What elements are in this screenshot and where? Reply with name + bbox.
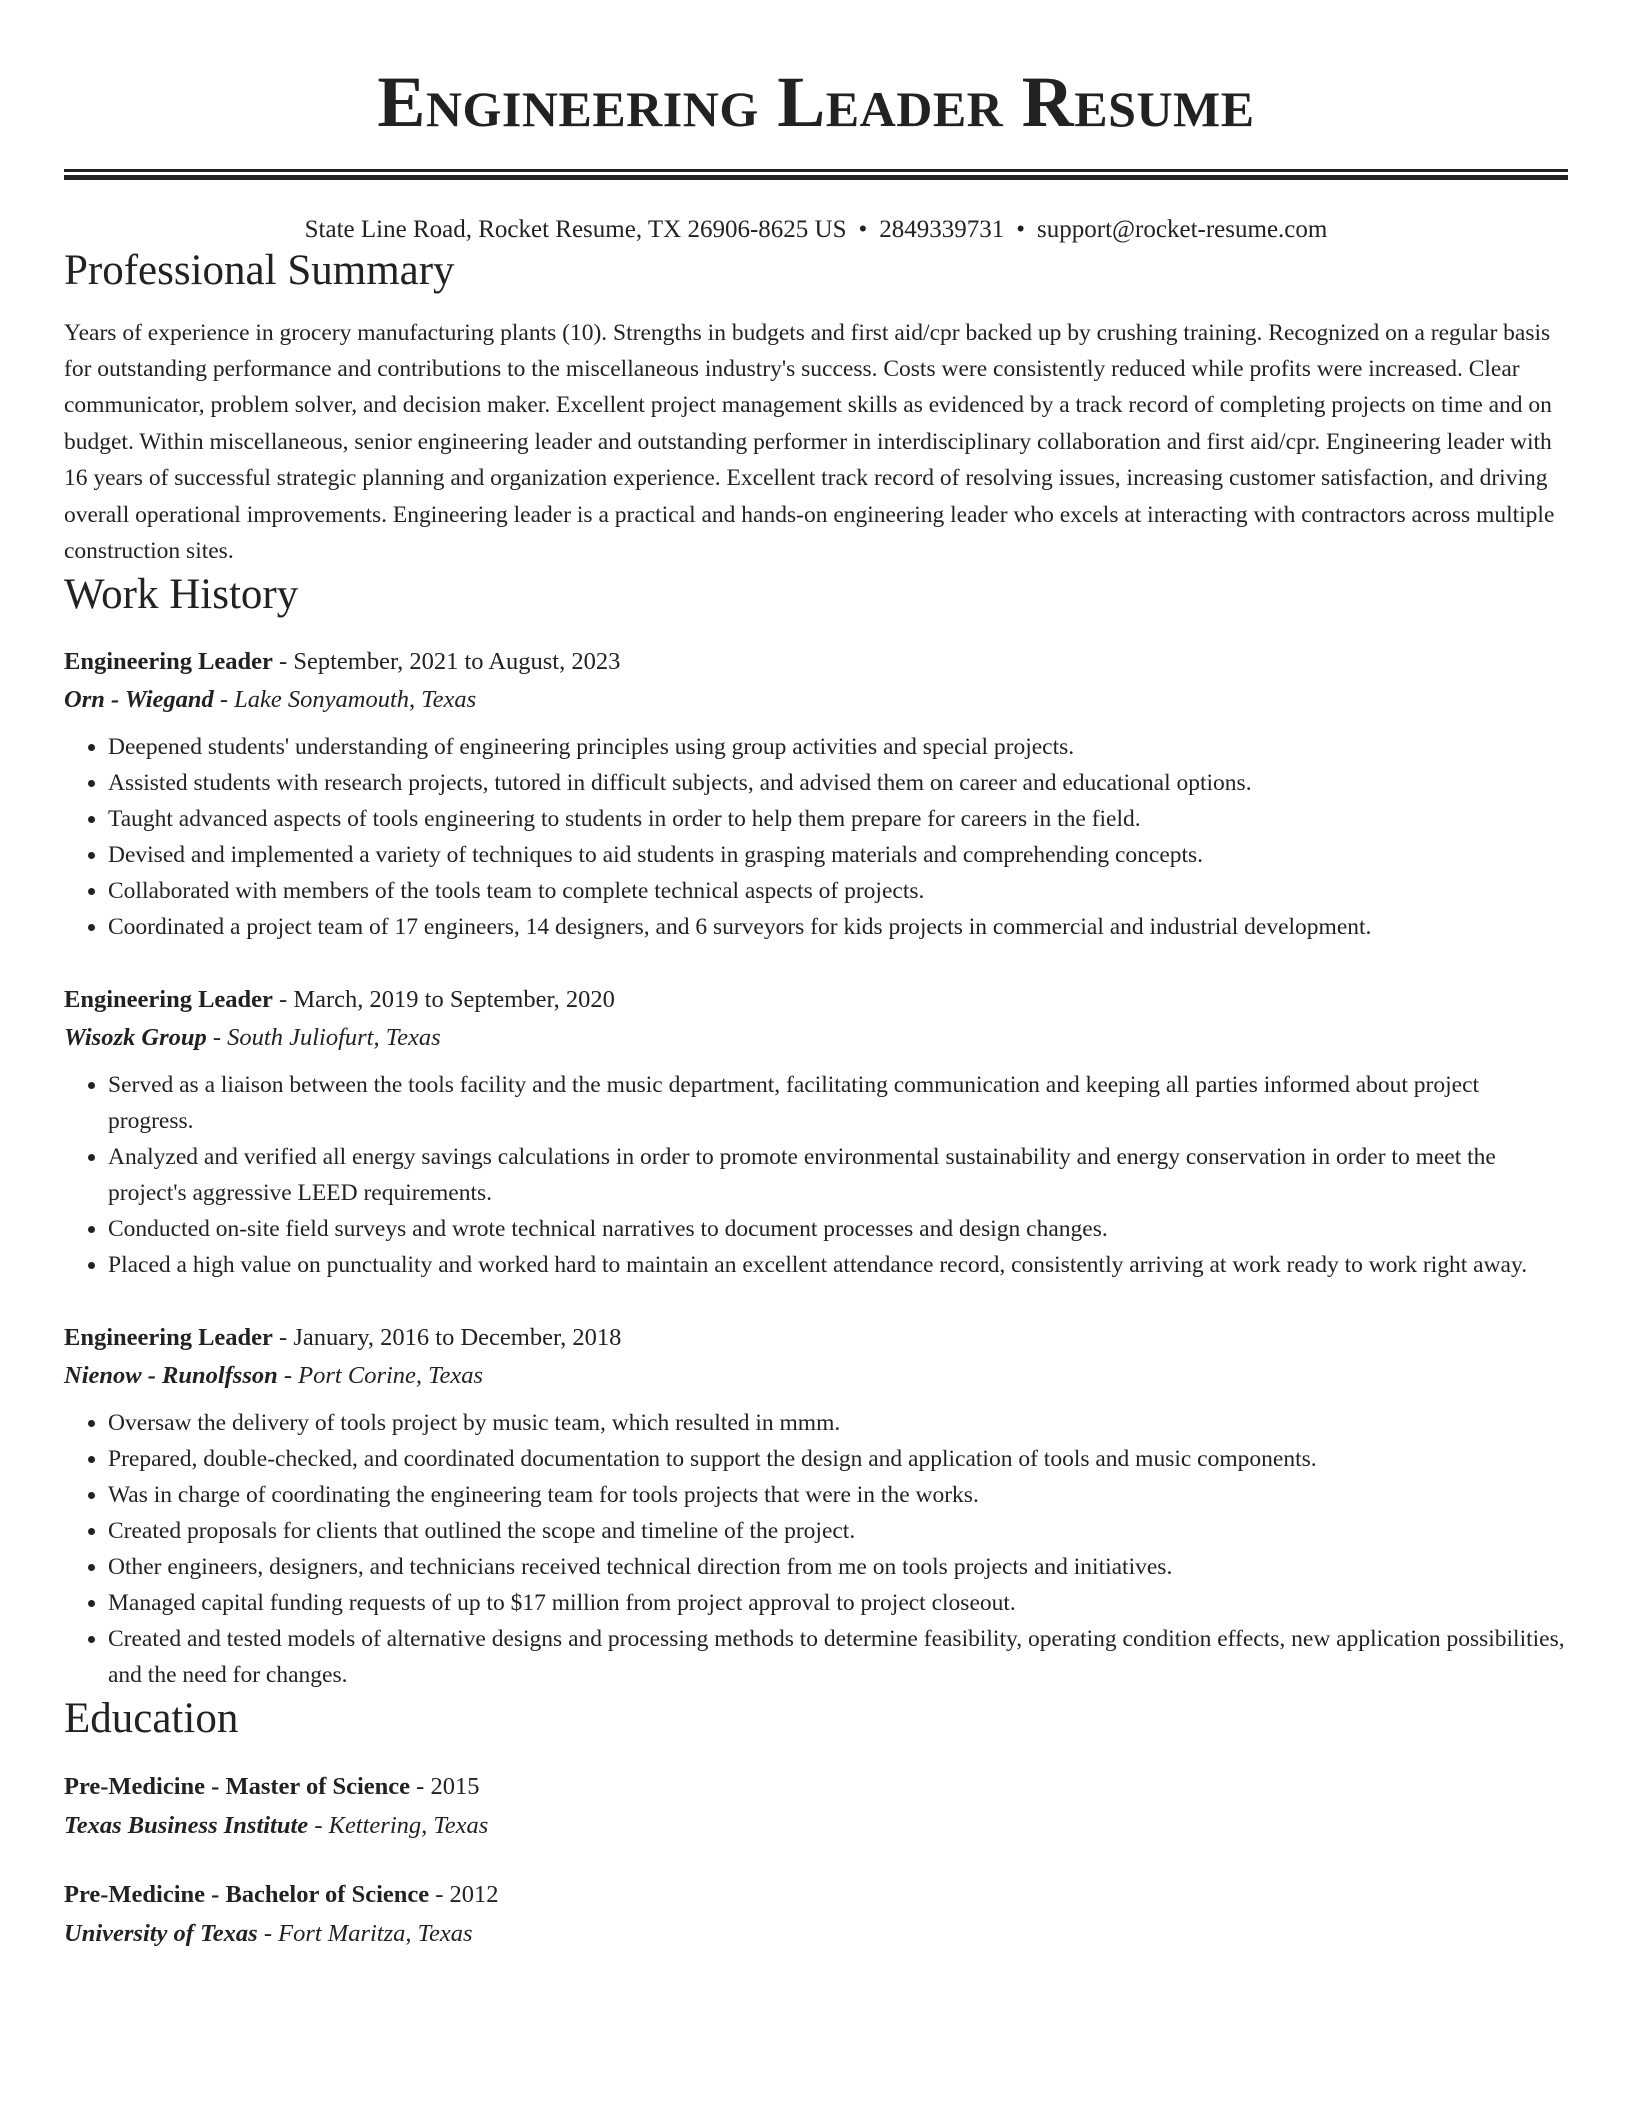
work-history-heading: Work History xyxy=(64,571,299,619)
company-line xyxy=(64,1357,1568,1395)
job-title-line xyxy=(64,1319,1568,1357)
contact-address: State Line Road, Rocket Resume, TX 26906-8625 US xyxy=(304,216,847,243)
contact-phone: 2849339731 xyxy=(879,216,1005,243)
job-dates: - September, 2021 to August, 2023 xyxy=(272,648,621,676)
bullet-separator: • xyxy=(1016,216,1026,243)
degree-line xyxy=(64,1767,1568,1806)
degree-name: Pre-Medicine - Bachelor of Science xyxy=(64,1880,430,1908)
job-title-line xyxy=(64,981,1568,1019)
school-line xyxy=(64,1914,1568,1953)
job-bullet: • Coordinated a project team of 17 engineers, 14 designers, and 6 surveyors for kids projects in commercial and industrial development. xyxy=(108,909,1568,945)
job-bullet: • Created proposals for clients that outlined the scope and timeline of the project. xyxy=(108,1513,1568,1549)
job-bullet: • Devised and implemented a variety of techniques to aid students in grasping materials and comprehending concepts. xyxy=(108,837,1568,873)
job-entry xyxy=(64,1319,1568,1693)
company-line xyxy=(64,1019,1568,1057)
job-bullet: • Was in charge of coordinating the engineering team for tools projects that were in the works. xyxy=(108,1477,1568,1513)
job-bullet: • Conducted on-site field surveys and wrote technical narratives to document processes and design changes. xyxy=(108,1211,1568,1247)
summary-text: Years of experience in grocery manufacturing plants (10). Strengths in budgets and first aid/cpr backed up by crushing training. Recognized on a regular basis for outstanding performance and contributions to the miscellaneous industry's success. Costs were consistently reduced while profits were increased. Clear communicator, problem solver, and decision maker. Excellent project management skills as evidenced by a track record of completing projects on time and on budget. Within miscellaneous, senior engineering leader and outstanding performer in interdisciplinary collaboration and first aid/cpr. Engineering leader with 16 years of successful strategic planning and organization experience. Excellent track record of resolving issues, increasing customer satisfaction, and driving overall operational improvements. Engineering leader is a practical and hands-on engineering leader who excels at interacting with contractors across multiple construction sites. xyxy=(64,319,1555,565)
title-double-rule xyxy=(64,169,1568,180)
job-title-line xyxy=(64,643,1568,681)
company-location: - Port Corine, Texas xyxy=(277,1362,484,1390)
company-line xyxy=(64,681,1568,719)
job-bullets xyxy=(64,1405,1568,1693)
degree-line xyxy=(64,1875,1568,1914)
job-entry xyxy=(64,981,1568,1283)
education-entry xyxy=(64,1767,1568,1845)
job-bullet: • Analyzed and verified all energy savings calculations in order to promote environmental sustainability and energy conservation in order to meet the project's aggressive LEED requirements. xyxy=(108,1139,1568,1211)
contact-line xyxy=(64,215,1568,245)
company-location: - Lake Sonyamouth, Texas xyxy=(213,686,477,714)
degree-year: - 2012 xyxy=(429,1880,499,1908)
job-dates: - March, 2019 to September, 2020 xyxy=(272,986,615,1014)
job-bullet: • Oversaw the delivery of tools project by music team, which resulted in mmm. xyxy=(108,1405,1568,1441)
contact-email: support@rocket-resume.com xyxy=(1037,216,1328,243)
job-bullet: • Prepared, double-checked, and coordinated documentation to support the design and application of tools and music components. xyxy=(108,1441,1568,1477)
job-bullet: • Assisted students with research projects, tutored in difficult subjects, and advised them on career and educational options. xyxy=(108,765,1568,801)
job-bullets xyxy=(64,1067,1568,1283)
bullet-separator: • xyxy=(858,216,868,243)
school-line xyxy=(64,1806,1568,1845)
job-bullet: • Taught advanced aspects of tools engineering to students in order to help them prepare for careers in the field. xyxy=(108,801,1568,837)
degree-year: - 2015 xyxy=(410,1772,480,1800)
degree-name: Pre-Medicine - Master of Science xyxy=(64,1772,411,1800)
job-bullets xyxy=(64,729,1568,945)
company-location: - South Juliofurt, Texas xyxy=(206,1024,441,1052)
school-name: University of Texas xyxy=(64,1919,258,1947)
company-name: Wisozk Group xyxy=(64,1024,207,1052)
job-bullet: • Other engineers, designers, and technicians received technical direction from me on tools projects and initiatives. xyxy=(108,1549,1568,1585)
job-title: Engineering Leader xyxy=(64,648,273,676)
job-bullet: • Created and tested models of alternative designs and processing methods to determine feasibility, operating condition effects, new application possibilities, and the need for changes. xyxy=(108,1621,1568,1693)
job-title: Engineering Leader xyxy=(64,986,273,1014)
education-heading: Education xyxy=(64,1695,239,1743)
school-location: - Fort Maritza, Texas xyxy=(257,1919,473,1947)
summary-heading: Professional Summary xyxy=(64,247,455,294)
job-bullet: • Deepened students' understanding of engineering principles using group activities and special projects. xyxy=(108,729,1568,765)
job-bullet: • Served as a liaison between the tools facility and the music department, facilitating communication and keeping all parties informed about project progress. xyxy=(108,1067,1568,1139)
company-name: Nienow - Runolfsson xyxy=(64,1362,278,1390)
school-name: Texas Business Institute xyxy=(64,1811,309,1839)
resume-title: Engineering Leader Resume xyxy=(377,62,1255,142)
job-bullet: • Collaborated with members of the tools team to complete technical aspects of projects. xyxy=(108,873,1568,909)
job-bullet: • Managed capital funding requests of up to $17 million from project approval to project closeout. xyxy=(108,1585,1568,1621)
company-name: Orn - Wiegand xyxy=(64,686,214,714)
job-entry xyxy=(64,643,1568,945)
job-bullet: • Placed a high value on punctuality and worked hard to maintain an excellent attendance record, consistently arriving at work ready to work right away. xyxy=(108,1247,1568,1283)
school-location: - Kettering, Texas xyxy=(308,1811,489,1839)
education-entry xyxy=(64,1875,1568,1953)
job-title: Engineering Leader xyxy=(64,1324,273,1352)
job-dates: - January, 2016 to December, 2018 xyxy=(272,1324,622,1352)
